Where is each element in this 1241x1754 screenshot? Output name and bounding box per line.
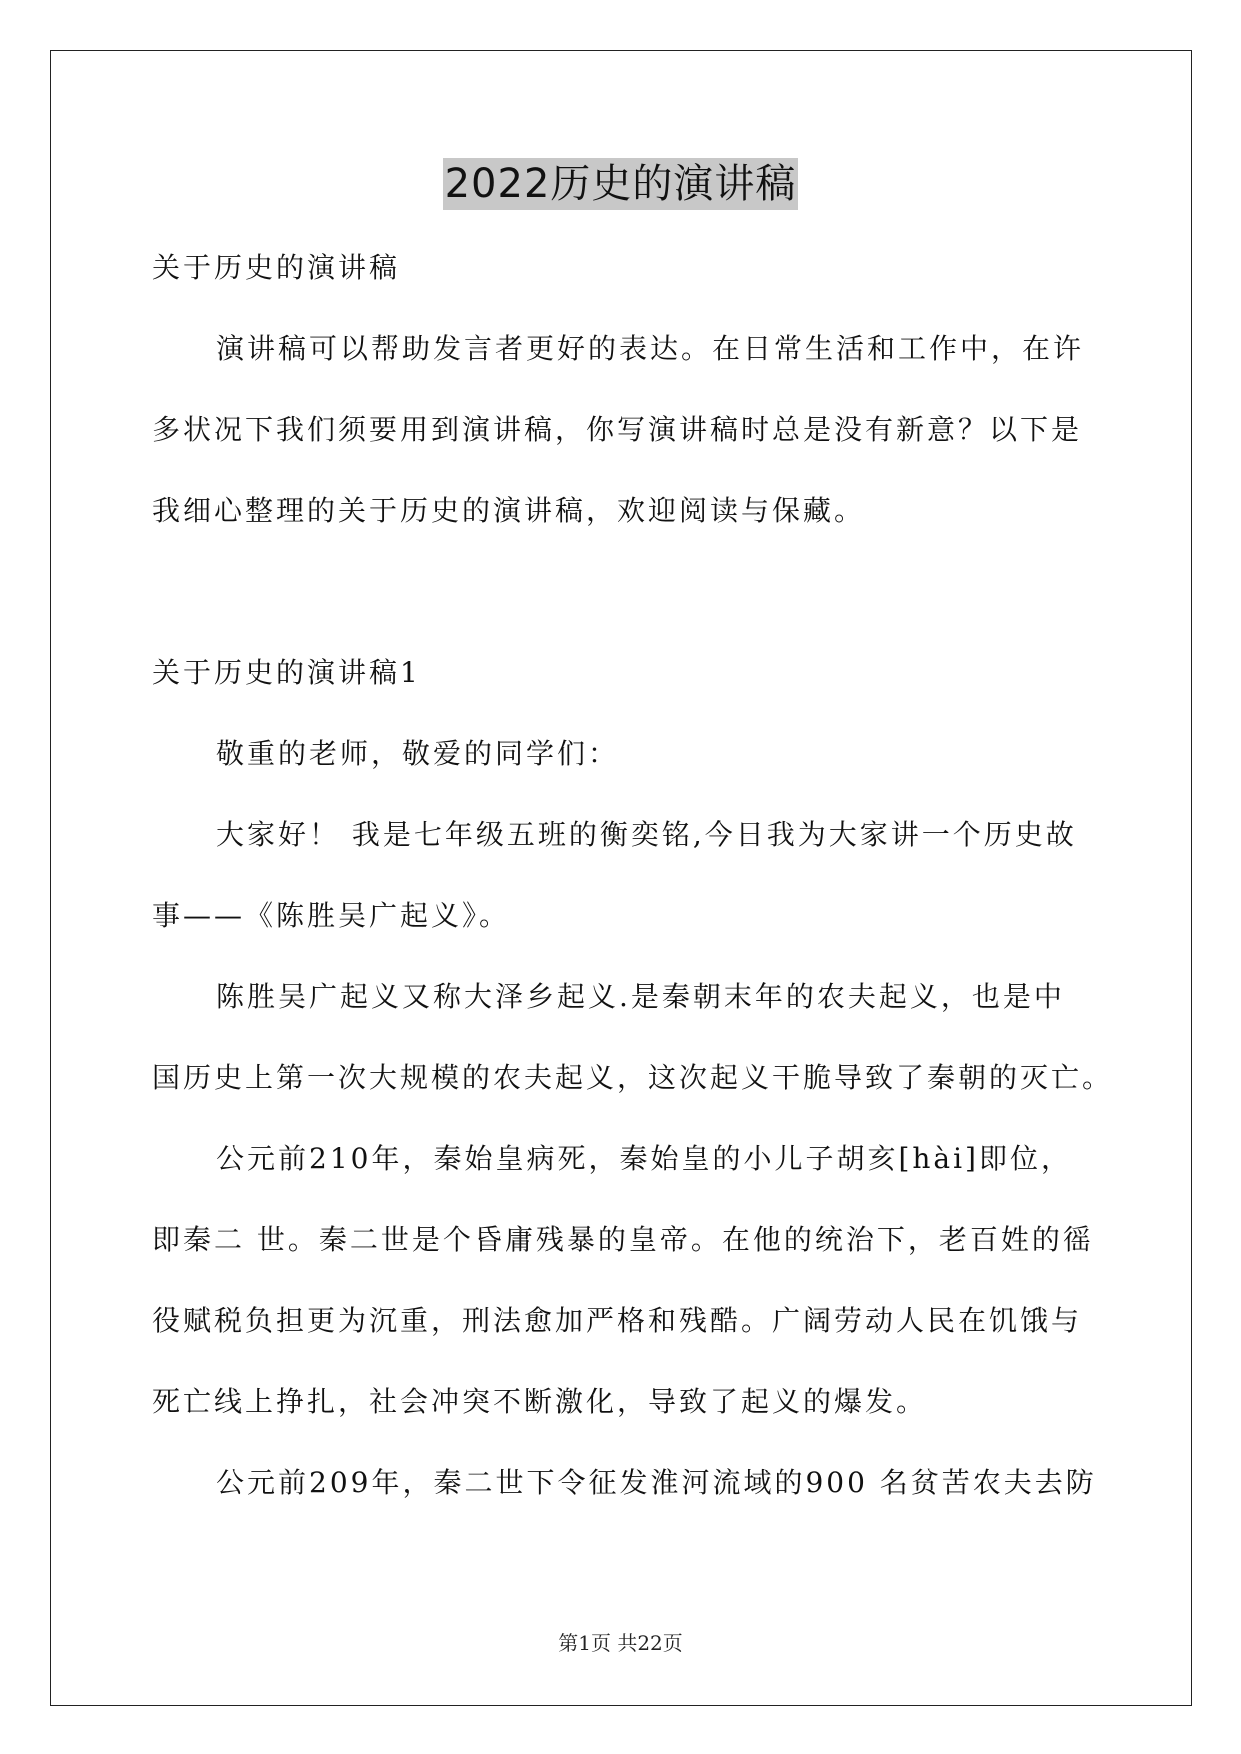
document-body	[152, 238, 1114, 1534]
paragraph-line: 多状况下我们须要用到演讲稿，你写演讲稿时总是没有新意？以下是	[152, 413, 1083, 446]
paragraph-line: 我细心整理的关于历史的演讲稿，欢迎阅读与保藏。	[152, 494, 866, 527]
document-title: 2022历史的演讲稿	[443, 158, 799, 210]
page-footer: 第1页 共22页	[558, 1631, 683, 1655]
paragraph-line: 演讲稿可以帮助发言者更好的表达。在日常生活和工作中，在许	[216, 332, 1085, 365]
blank-line	[152, 562, 1092, 643]
paragraph-line: 役赋税负担更为沉重，刑法愈加严格和残酷。广阔劳动人民在饥饿与	[152, 1304, 1083, 1337]
section-heading: 关于历史的演讲稿	[152, 251, 401, 284]
paragraph-line: 国历史上第一次大规模的农夫起义，这次起义干脆导致了秦朝的灭亡。	[152, 1061, 1114, 1094]
paragraph-line: 死亡线上挣扎，社会冲突不断激化，导致了起义的爆发。	[152, 1385, 928, 1418]
paragraph-line: 公元前209年，秦二世下令征发淮河流域的900 名贫苦农夫去防	[216, 1466, 1097, 1499]
paragraph-line: 敬重的老师，敬爱的同学们：	[216, 737, 620, 770]
paragraph-line: 事——《陈胜吴广起义》。	[152, 899, 511, 932]
paragraph-line: 大家好！ 我是七年级五班的衡奕铭,今日我为大家讲一个历史故	[216, 818, 1077, 851]
paragraph-line: 陈胜吴广起义又称大泽乡起义.是秦朝末年的农夫起义，也是中	[216, 980, 1065, 1013]
paragraph-line: 公元前210年，秦始皇病死，秦始皇的小儿子胡亥[hài]即位，	[216, 1142, 1072, 1175]
paragraph-line: 即秦二 世。秦二世是个昏庸残暴的皇帝。在他的统治下，老百姓的徭	[152, 1223, 1094, 1256]
title-container	[0, 158, 1241, 210]
section-heading: 关于历史的演讲稿1	[152, 656, 421, 689]
